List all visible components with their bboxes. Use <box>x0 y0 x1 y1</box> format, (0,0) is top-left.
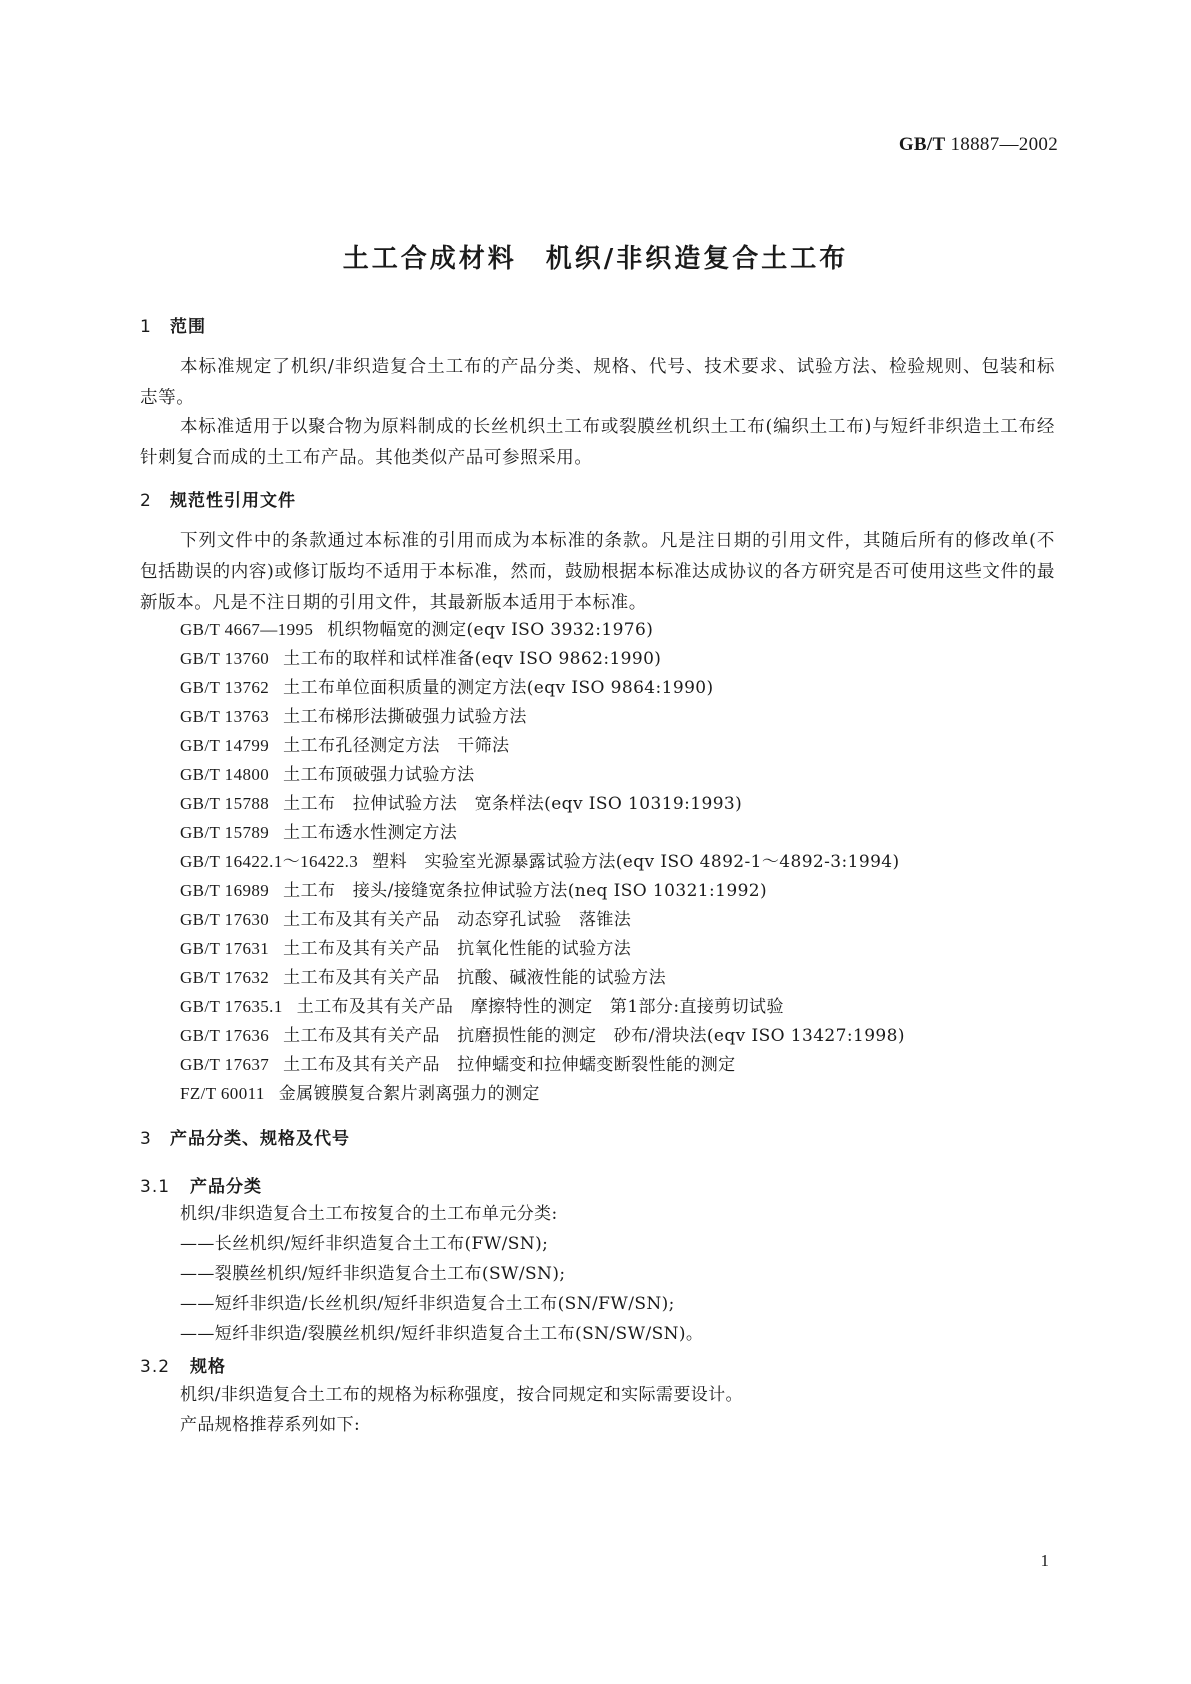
reference-title: 金属镀膜复合絮片剥离强力的测定 <box>278 1084 540 1104</box>
reference-code: GB/T 17631 <box>180 939 270 958</box>
reference-code: GB/T 17630 <box>180 910 270 929</box>
reference-title: 土工布及其有关产品 拉伸蠕变和拉伸蠕变断裂性能的测定 <box>283 1055 736 1075</box>
reference-title: 土工布孔径测定方法 干筛法 <box>283 736 510 756</box>
reference-title: 土工布及其有关产品 抗酸、碱液性能的试验方法 <box>283 968 666 988</box>
reference-title: 土工布及其有关产品 摩擦特性的测定 第1部分:直接剪切试验 <box>296 997 784 1017</box>
reference-item <box>180 788 742 820</box>
section-3-heading <box>140 1124 350 1149</box>
reference-code: GB/T 17635.1 <box>180 997 283 1016</box>
paragraph: 本标准规定了机织/非织造复合土工布的产品分类、规格、代号、技术要求、试验方法、检验规则、包装和标志等。 <box>140 357 1055 408</box>
standard-code <box>899 134 1058 156</box>
document-title: 土工合成材料 机织/非织造复合土工布 <box>342 244 849 274</box>
reference-code: GB/T 14800 <box>180 765 270 784</box>
reference-title: 土工布 拉伸试验方法 宽条样法(eqv ISO 10319:1993) <box>283 794 743 814</box>
reference-item <box>180 817 457 849</box>
reference-title: 塑料 实验室光源暴露试验方法(eqv ISO 4892-1～4892-3:1994) <box>372 852 900 872</box>
reference-title: 土工布及其有关产品 抗氧化性能的试验方法 <box>283 939 632 959</box>
classification-intro: 机织/非织造复合土工布按复合的土工布单元分类: <box>180 1204 558 1224</box>
reference-code: GB/T 17636 <box>180 1026 270 1045</box>
reference-code: GB/T 15789 <box>180 823 270 842</box>
reference-item <box>180 933 631 965</box>
page-number: 1 <box>1040 1551 1049 1570</box>
reference-item <box>180 1020 905 1052</box>
reference-code: GB/T 13763 <box>180 707 270 726</box>
reference-title: 土工布 接头/接缝宽条拉伸试验方法(neq ISO 10321:1992) <box>283 881 768 901</box>
reference-item <box>180 759 475 791</box>
subsection-number: 3.1 <box>140 1177 171 1197</box>
reference-item <box>180 701 527 733</box>
subsection-number: 3.2 <box>140 1357 171 1377</box>
section-title: 范围 <box>170 317 206 337</box>
section-1-heading <box>140 312 206 337</box>
reference-code: GB/T 4667—1995 <box>180 620 314 639</box>
reference-code: GB/T 16989 <box>180 881 270 900</box>
reference-item <box>180 614 653 646</box>
reference-title: 机织物幅宽的测定(eqv ISO 3932:1976) <box>327 620 654 640</box>
reference-code: GB/T 16422.1～16422.3 <box>180 852 359 871</box>
reference-item <box>180 643 661 675</box>
reference-item <box>180 962 666 994</box>
subsection-3-2-heading <box>140 1352 226 1377</box>
specification-line: 产品规格推荐系列如下: <box>180 1415 361 1435</box>
reference-title: 土工布的取样和试样准备(eqv ISO 9862:1990) <box>283 649 662 669</box>
standard-number: 18887—2002 <box>950 134 1058 155</box>
reference-item <box>180 672 714 704</box>
reference-code: GB/T 15788 <box>180 794 270 813</box>
reference-item <box>180 1049 736 1081</box>
reference-item <box>180 846 900 878</box>
reference-title: 土工布及其有关产品 动态穿孔试验 落锥法 <box>283 910 632 930</box>
subsection-3-1-heading <box>140 1172 262 1197</box>
reference-item <box>180 904 631 936</box>
classification-item: ——短纤非织造/裂膜丝机织/短纤非织造复合土工布(SN/SW/SN)。 <box>180 1324 704 1344</box>
reference-code: GB/T 17632 <box>180 968 270 987</box>
reference-item <box>180 1078 540 1110</box>
reference-title: 土工布透水性测定方法 <box>283 823 458 843</box>
subsection-title: 规格 <box>190 1357 226 1377</box>
reference-item <box>180 875 767 907</box>
classification-item: ——长丝机织/短纤非织造复合土工布(FW/SN); <box>180 1234 549 1254</box>
reference-title: 土工布单位面积质量的测定方法(eqv ISO 9864:1990) <box>283 678 714 698</box>
reference-item <box>180 730 509 762</box>
reference-title: 土工布顶破强力试验方法 <box>283 765 475 785</box>
classification-item: ——裂膜丝机织/短纤非织造复合土工布(SW/SN); <box>180 1264 566 1284</box>
classification-item: ——短纤非织造/长丝机织/短纤非织造复合土工布(SN/FW/SN); <box>180 1294 675 1314</box>
reference-code: FZ/T 60011 <box>180 1084 265 1103</box>
section-number: 1 <box>140 317 152 337</box>
reference-title: 土工布梯形法撕破强力试验方法 <box>283 707 527 727</box>
section-2-heading <box>140 486 296 511</box>
reference-title: 土工布及其有关产品 抗磨损性能的测定 砂布/滑块法(eqv ISO 13427:1998) <box>283 1026 905 1046</box>
reference-code: GB/T 17637 <box>180 1055 270 1074</box>
section-number: 2 <box>140 491 152 511</box>
reference-code: GB/T 13762 <box>180 678 270 697</box>
subsection-title: 产品分类 <box>190 1177 262 1197</box>
reference-item <box>180 991 784 1023</box>
reference-code: GB/T 13760 <box>180 649 270 668</box>
paragraph: 本标准适用于以聚合物为原料制成的长丝机织土工布或裂膜丝机织土工布(编织土工布)与短纤非织造土工布经针刺复合而成的土工布产品。其他类似产品可参照采用。 <box>140 417 1055 468</box>
standard-prefix: GB/T <box>898 134 946 155</box>
reference-code: GB/T 14799 <box>180 736 270 755</box>
paragraph: 下列文件中的条款通过本标准的引用而成为本标准的条款。凡是注日期的引用文件，其随后所有的修改单(不包括勘误的内容)或修订版均不适用于本标准，然而，鼓励根据本标准达成协议的各方研究是否可使用这些文件的最新版本。凡是不注日期的引用文件，其最新版本适用于本标准。 <box>140 531 1055 613</box>
specification-line: 机织/非织造复合土工布的规格为标称强度，按合同规定和实际需要设计。 <box>180 1385 743 1405</box>
section-number: 3 <box>140 1129 152 1149</box>
section-title: 产品分类、规格及代号 <box>170 1129 350 1149</box>
section-title: 规范性引用文件 <box>170 491 296 511</box>
